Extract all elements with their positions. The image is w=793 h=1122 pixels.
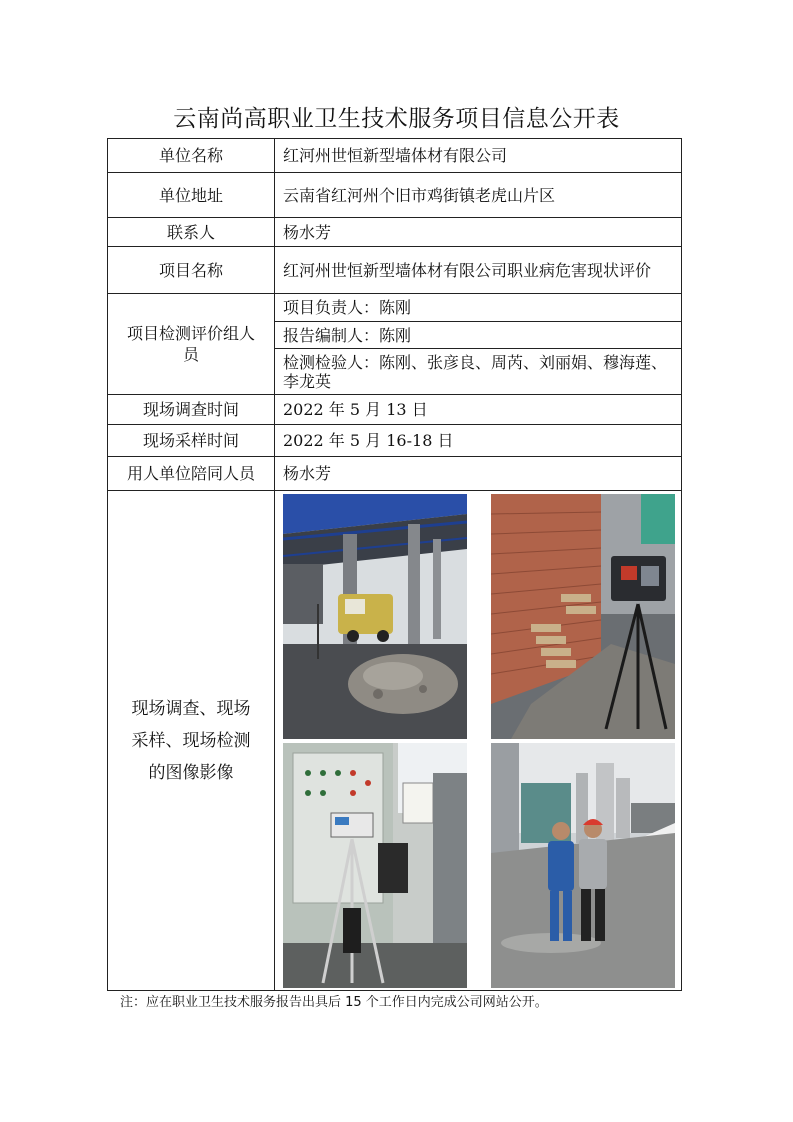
- table-row: [108, 457, 682, 491]
- table-row: [108, 173, 682, 218]
- personnel-leader: 项目负责人：陈刚: [275, 294, 682, 322]
- sampling-time-value: 2022 年 5 月 16-18 日: [275, 425, 682, 457]
- unit-address-value: 云南省红河州个旧市鸡街镇老虎山片区: [275, 173, 682, 218]
- workers-image: [491, 743, 675, 988]
- sampling-time-label: 现场采样时间: [108, 425, 275, 457]
- site-photo-workers: [491, 743, 675, 988]
- unit-address-label: 单位地址: [108, 173, 275, 218]
- personnel-label: [108, 294, 275, 395]
- photo-grid: [283, 494, 673, 988]
- photos-label-text: 现场调查、现场采样、现场检测的图像影像: [131, 698, 251, 783]
- contact-label: 联系人: [108, 218, 275, 247]
- warehouse-image: [283, 494, 467, 739]
- project-name-label: 项目名称: [108, 247, 275, 294]
- footnote: 注：应在职业卫生技术服务报告出具后 15 个工作日内完成公司网站公开。: [120, 995, 548, 1010]
- site-photo-warehouse: [283, 494, 467, 739]
- personnel-inspectors: 检测检验人：陈刚、张彦良、周芮、刘丽娟、穆海莲、李龙英: [275, 349, 682, 395]
- brick-wall-image: [491, 494, 675, 739]
- table-row: [108, 395, 682, 425]
- table-row: [108, 491, 682, 991]
- table-row: [108, 425, 682, 457]
- table-row: [108, 139, 682, 173]
- table-row: [108, 294, 682, 322]
- survey-time-value: 2022 年 5 月 13 日: [275, 395, 682, 425]
- unit-name-label: 单位名称: [108, 139, 275, 173]
- table-row: [108, 247, 682, 294]
- site-photo-control-room: [283, 743, 467, 988]
- personnel-label-text: 项目检测评价组人员: [126, 324, 255, 364]
- project-name-value: 红河州世恒新型墙体材有限公司职业病危害现状评价: [275, 247, 682, 294]
- contact-value: 杨水芳: [275, 218, 682, 247]
- table-row: [108, 218, 682, 247]
- page-title: 云南尚高职业卫生技术服务项目信息公开表: [173, 106, 620, 132]
- photos-label: [108, 491, 275, 991]
- escort-value: 杨水芳: [275, 457, 682, 491]
- survey-time-label: 现场调查时间: [108, 395, 275, 425]
- info-table: [107, 138, 682, 991]
- personnel-compiler: 报告编制人：陈刚: [275, 322, 682, 349]
- photos-cell: [275, 491, 682, 991]
- site-photo-brick-wall: [491, 494, 675, 739]
- unit-name-value: 红河州世恒新型墙体材有限公司: [275, 139, 682, 173]
- escort-label: 用人单位陪同人员: [108, 457, 275, 491]
- control-room-image: [283, 743, 467, 988]
